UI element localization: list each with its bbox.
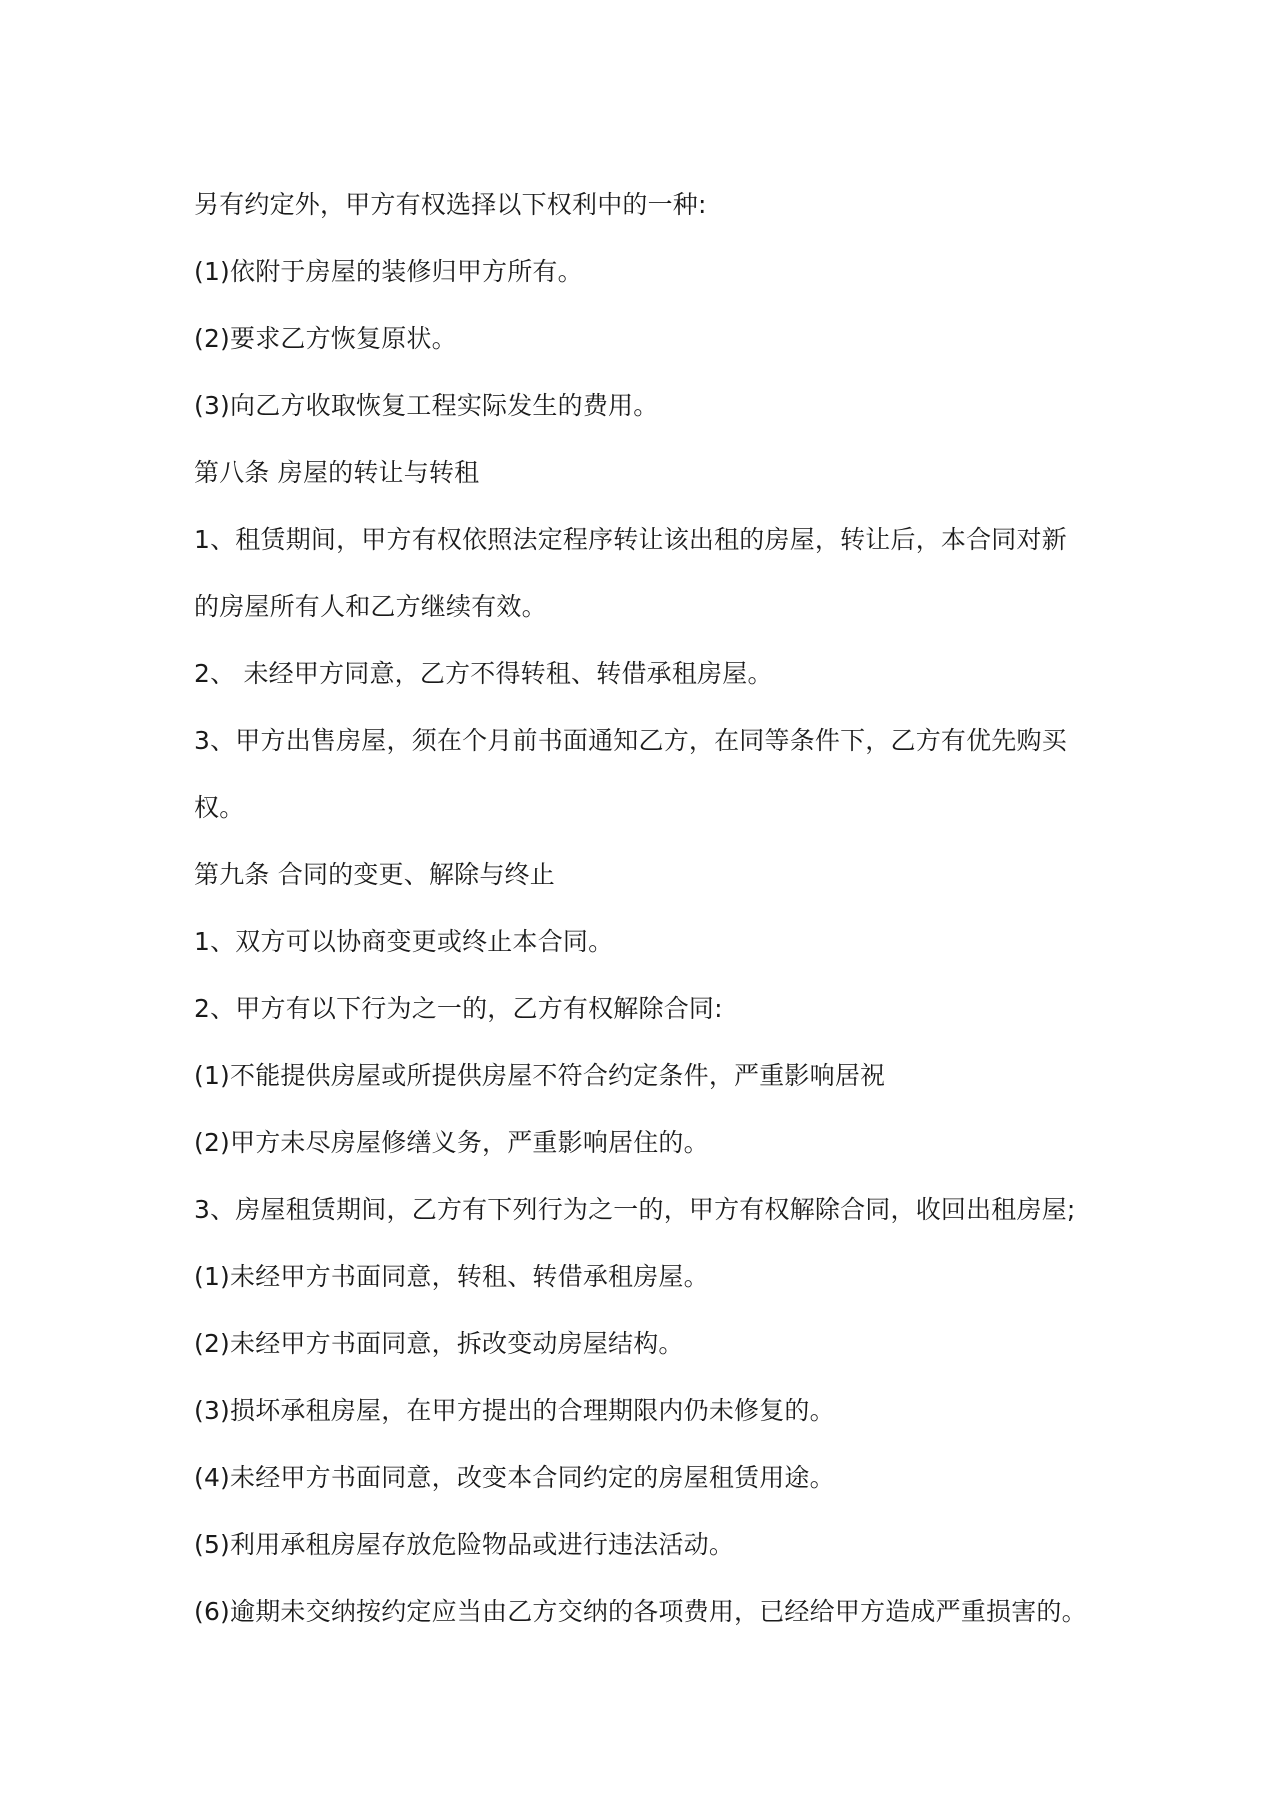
paragraph-line: (2)甲方未尽房屋修缮义务，严重影响居住的。 — [194, 1128, 709, 1157]
paragraph-line: 另有约定外，甲方有权选择以下权利中的一种: — [194, 190, 707, 219]
section-heading: 第八条 房屋的转让与转租 — [194, 458, 480, 487]
paragraph-line: 1、双方可以协商变更或终止本合同。 — [194, 927, 614, 956]
paragraph-line: 1、租赁期间，甲方有权依照法定程序转让该出租的房屋，转让后，本合同对新 — [194, 525, 1067, 554]
paragraph-line: (2)未经甲方书面同意，拆改变动房屋结构。 — [194, 1329, 684, 1358]
document-body — [194, 171, 1094, 1645]
paragraph-line: 权。 — [194, 793, 245, 822]
section-heading: 第九条 合同的变更、解除与终止 — [194, 860, 555, 889]
paragraph-line: 2、 未经甲方同意，乙方不得转租、转借承租房屋。 — [194, 659, 773, 688]
paragraph-line: (6)逾期未交纳按约定应当由乙方交纳的各项费用，已经给甲方造成严重损害的。 — [194, 1597, 1087, 1626]
paragraph-line: (2)要求乙方恢复原状。 — [194, 324, 457, 353]
paragraph-line: (3)损坏承租房屋，在甲方提出的合理期限内仍未修复的。 — [194, 1396, 835, 1425]
paragraph-line: (4)未经甲方书面同意，改变本合同约定的房屋租赁用途。 — [194, 1463, 835, 1492]
paragraph-line: 3、房屋租赁期间，乙方有下列行为之一的，甲方有权解除合同，收回出租房屋; — [194, 1195, 1076, 1224]
paragraph-line: 2、甲方有以下行为之一的，乙方有权解除合同: — [194, 994, 723, 1023]
paragraph-line: (5)利用承租房屋存放危险物品或进行违法活动。 — [194, 1530, 735, 1559]
paragraph-line: (1)未经甲方书面同意，转租、转借承租房屋。 — [194, 1262, 709, 1291]
paragraph-line: (1)依附于房屋的装修归甲方所有。 — [194, 257, 583, 286]
paragraph-line: 3、甲方出售房屋，须在个月前书面通知乙方，在同等条件下，乙方有优先购买 — [194, 726, 1067, 755]
paragraph-line: (3)向乙方收取恢复工程实际发生的费用。 — [194, 391, 659, 420]
paragraph-line: 的房屋所有人和乙方继续有效。 — [194, 592, 547, 621]
paragraph-line: (1)不能提供房屋或所提供房屋不符合约定条件，严重影响居祝 — [194, 1061, 886, 1090]
